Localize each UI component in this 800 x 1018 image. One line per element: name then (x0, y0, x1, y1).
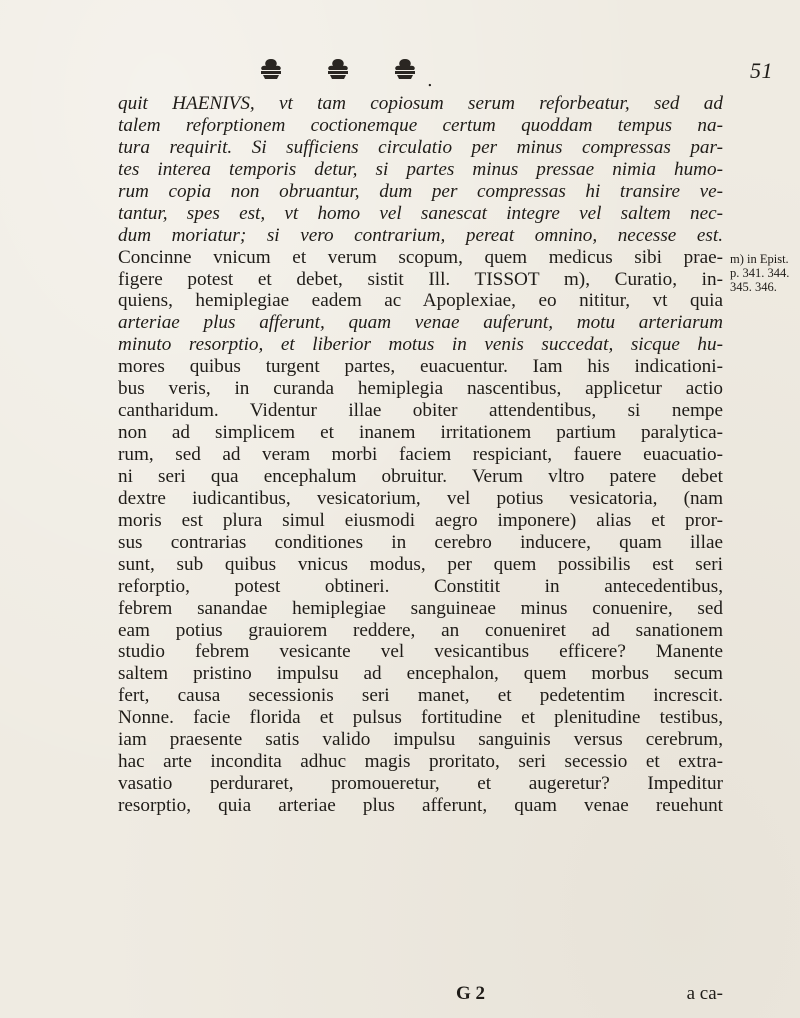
text-line: hac arte incondita adhuc magis proritato, seri secessio et extra- (118, 751, 723, 773)
text-line: studio febrem vesicante vel vesicantibus efficere? Manente (118, 641, 723, 663)
page-number: 51 (750, 58, 773, 83)
text-line: arteriae plus afferunt, quam venae auferunt, motu arteriarum (118, 312, 723, 334)
text-line: mores quibus turgent partes, euacuentur. Iam his indicationi- (118, 356, 723, 378)
text-line: sus contrarias conditiones in cerebro inducere, quam illae (118, 531, 723, 553)
running-head (0, 58, 800, 98)
text-line: reforptio, potest obtineri. Constitit in antecedentibus, (118, 575, 723, 597)
text-line: non ad simplicem et inanem irritationem partium paralytica- (118, 422, 723, 444)
text-line: Concinne vnicum et verum scopum, quem medicus sibi prae- (118, 246, 723, 268)
text-line: fert, causa secessionis seri manet, et pedetentim increscit. (118, 685, 723, 707)
text-line: tura requirit. Si sufficiens circulatio per minus compressas par- (118, 136, 723, 158)
margin-note-line: p. 341. 344. (730, 266, 790, 280)
signature-mark: G 2 (456, 983, 486, 1004)
printer-ornament-icon (392, 58, 418, 80)
text-line: quiens, hemiplegiae eadem ac Apoplexiae, eo nititur, vt quia (118, 290, 723, 312)
text-line: cantharidum. Videntur illae obiter attendentibus, si nempe (118, 400, 723, 422)
printer-ornament-icon (325, 58, 351, 80)
text-line: moris est plura simul eiusmodi aegro imponere) alias et pror- (118, 509, 723, 531)
printer-ornament-icon (258, 58, 284, 80)
ornament-dot: . (427, 70, 433, 91)
page-footer (118, 983, 723, 1009)
text-line: febrem sanandae hemiplegiae sanguineae minus conuenire, sed (118, 597, 723, 619)
text-line: tes interea temporis detur, si partes minus pressae nimia humo- (118, 158, 723, 180)
text-line: rum copia non obruantur, dum per compressas hi transire ve- (118, 180, 723, 202)
text-line: bus veris, in curanda hemiplegia nascentibus, applicetur actio (118, 378, 723, 400)
margin-note (730, 252, 792, 294)
text-line: dum moriatur; si vero contrarium, pereat omnino, necesse est. (118, 224, 723, 246)
text-line: saltem pristino impulsu ad encephalon, quem morbus secum (118, 663, 723, 685)
text-line: Nonne. facie florida et pulsus fortitudine et plenitudine testibus, (118, 707, 723, 729)
margin-note-line: 345. 346. (730, 280, 777, 294)
margin-note-line: m) in Epist. (730, 252, 789, 266)
text-line: quit HAENIVS, vt tam copiosum serum reforbeatur, sed ad (118, 93, 723, 114)
text-line: sunt, sub quibus vnicus modus, per quem possibilis est seri (118, 553, 723, 575)
body-text (118, 93, 723, 817)
text-line: dextre iudicantibus, vesicatorium, vel potius vesicatoria, (nam (118, 487, 723, 509)
text-line: resorptio, quia arteriae plus afferunt, quam venae reuehunt (118, 795, 723, 816)
text-line: rum, sed ad veram morbi faciem respiciant, fauere euacuatio- (118, 444, 723, 465)
text-line: eam potius grauiorem reddere, an conueniret ad sanationem (118, 619, 723, 641)
text-line: figere potest et debet, sistit Ill. TISSOT m), Curatio, in- (118, 268, 723, 290)
text-line: ni seri qua encephalum obruitur. Verum vltro patere debet (118, 465, 723, 487)
text-line: talem reforptionem coctionemque certum quoddam tempus na- (118, 114, 723, 136)
text-line: vasatio perduraret, promoueretur, et augeretur? Impeditur (118, 773, 723, 795)
text-line: iam praesente satis valido impulsu sanguinis versus cerebrum, (118, 729, 723, 751)
text-line: minuto resorptio, et liberior motus in venis succedat, sicque hu- (118, 334, 723, 356)
text-line: tantur, spes est, vt homo vel sanescat integre vel saltem nec- (118, 202, 723, 224)
catchword: a ca- (686, 983, 723, 1004)
